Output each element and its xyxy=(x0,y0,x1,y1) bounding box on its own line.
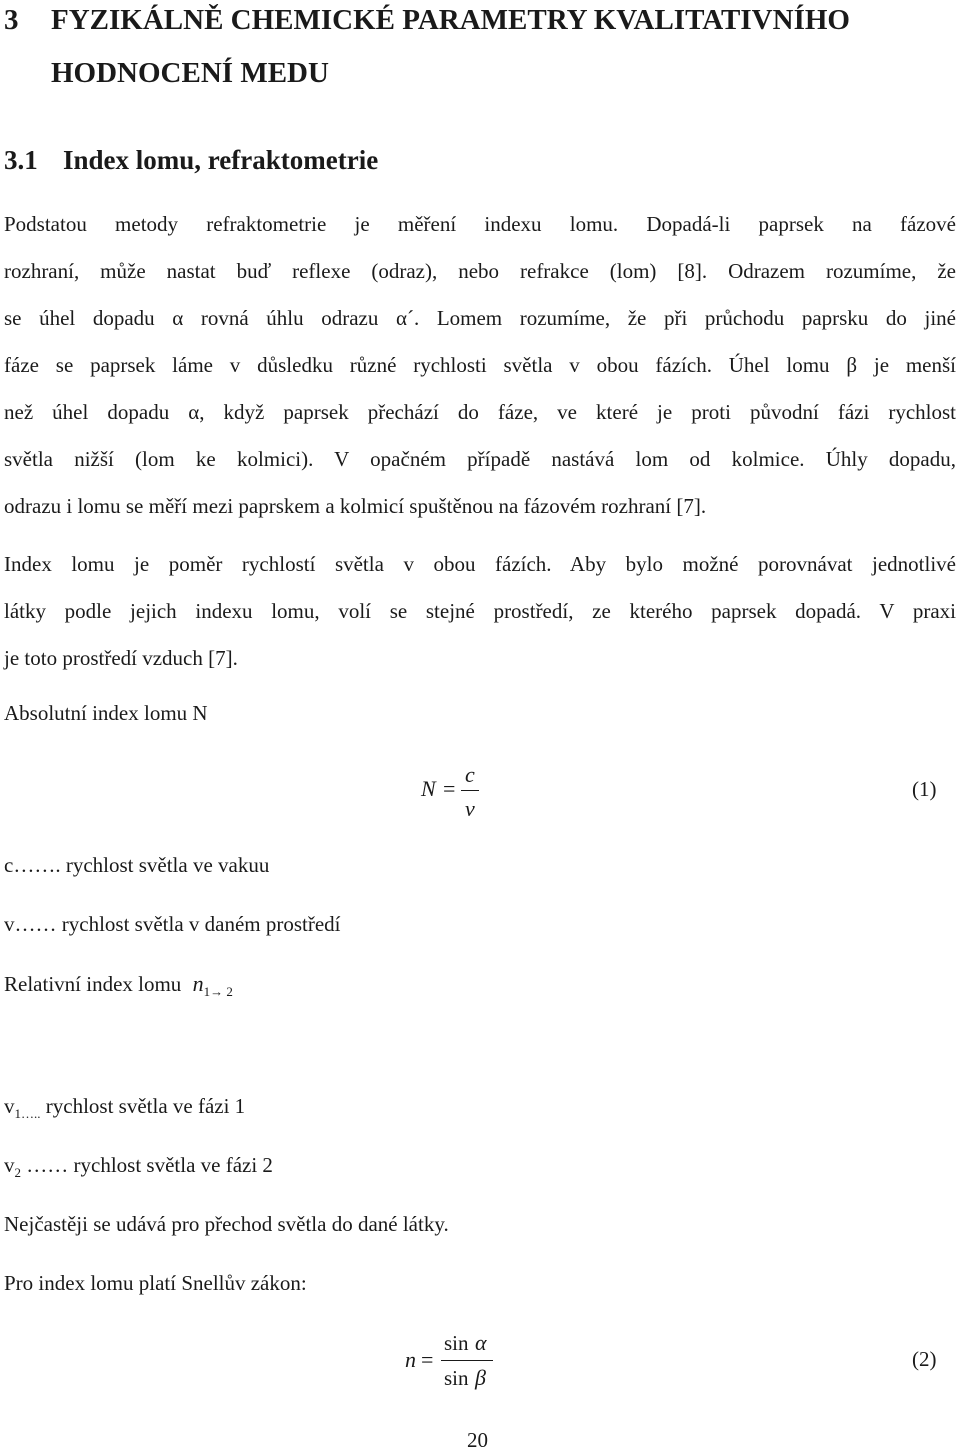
definition-v2 xyxy=(4,1153,273,1178)
page-number: 20 xyxy=(467,1428,488,1452)
definition-c: c……. rychlost světla ve vakuu xyxy=(4,853,270,877)
paragraph-refractometry xyxy=(4,201,956,530)
equation-2-denominator-var: β xyxy=(475,1365,486,1390)
equation-2-numerator-var: α xyxy=(475,1330,487,1355)
v2-symbol: v xyxy=(4,1153,15,1177)
v1-text: rychlost světla ve fázi 1 xyxy=(45,1094,246,1118)
chapter-title-line1: FYZIKÁLNĚ CHEMICKÉ PARAMETRY KVALITATIVNÍHO xyxy=(51,4,850,36)
paragraph-line: Index lomu je poměr rychlostí světla v obou fázích. Aby bylo možné porovnávat jednotlivé xyxy=(4,552,956,576)
common-transition-sentence: Nejčastěji se udává pro přechod světla do dané látky. xyxy=(4,1212,449,1236)
equation-2-numerator-fn: sin xyxy=(444,1331,469,1355)
definition-v1 xyxy=(4,1094,245,1119)
equation-1-denominator: v xyxy=(465,796,475,821)
v2-text: …… rychlost světla ve fázi 2 xyxy=(26,1153,273,1177)
paragraph-line: než úhel dopadu α, když paprsek přechází do fáze, ve které je proti původní fázi rychlost xyxy=(4,400,956,424)
relative-index-text: Relativní index lomu xyxy=(4,972,182,996)
equation-2-number: (2) xyxy=(912,1347,937,1371)
section-number: 3.1 xyxy=(4,145,38,175)
paragraph-line: světla nižší (lom ke kolmici). V opačném případě nastává lom od kolmice. Úhly dopadu, xyxy=(4,447,956,471)
paragraph-index-definition xyxy=(4,541,956,682)
absolute-index-label: Absolutní index lomu N xyxy=(4,701,208,725)
equation-1-equals: = xyxy=(443,776,456,801)
chapter-title-line2: HODNOCENÍ MEDU xyxy=(51,57,329,89)
chapter-number: 3 xyxy=(4,4,19,36)
equation-2-lhs: n xyxy=(405,1347,416,1372)
v2-subscript: 2 xyxy=(14,1165,21,1180)
fraction-bar xyxy=(441,1360,493,1361)
paragraph-line: fáze se paprsek láme v důsledku různé rychlosti světla v obou fázích. Úhel lomu β je menší xyxy=(4,353,956,377)
paragraph-line: odrazu i lomu se měří mezi paprskem a kolmicí spuštěnou na fázovém rozhraní [7]. xyxy=(4,494,707,518)
paragraph-line: Podstatou metody refraktometrie je měření indexu lomu. Dopadá-li paprsek na fázové xyxy=(4,212,956,236)
relative-index-label xyxy=(4,971,233,997)
relative-index-subscript: 1→ 2 xyxy=(203,984,233,999)
paragraph-line: je toto prostředí vzduch [7]. xyxy=(4,646,238,670)
equation-1-lhs: N xyxy=(421,776,436,801)
fraction-bar xyxy=(461,790,479,791)
relative-index-symbol: n xyxy=(192,971,204,996)
section-title: Index lomu, refraktometrie xyxy=(63,145,379,175)
paragraph-line: se úhel dopadu α rovná úhlu odrazu α´. Lomem rozumíme, že při průchodu paprsku do jiné xyxy=(4,306,956,330)
v1-symbol: v xyxy=(4,1094,15,1118)
snell-law-intro: Pro index lomu platí Snellův zákon: xyxy=(4,1271,307,1295)
equation-2-equals: = xyxy=(421,1347,434,1372)
definition-v: v…… rychlost světla v daném prostředí xyxy=(4,912,341,936)
equation-1-number: (1) xyxy=(912,777,937,801)
equation-1-numerator: c xyxy=(465,762,475,787)
v1-subscript: 1….. xyxy=(14,1106,41,1121)
paragraph-line: látky podle jejich indexu lomu, volí se stejné prostředí, ze kterého paprsek dopadá. V praxi xyxy=(4,599,956,623)
paragraph-line: rozhraní, může nastat buď reflexe (odraz), nebo refrakce (lom) [8]. Odrazem rozumíme, že xyxy=(4,259,956,283)
equation-2-denominator-fn: sin xyxy=(444,1366,469,1390)
